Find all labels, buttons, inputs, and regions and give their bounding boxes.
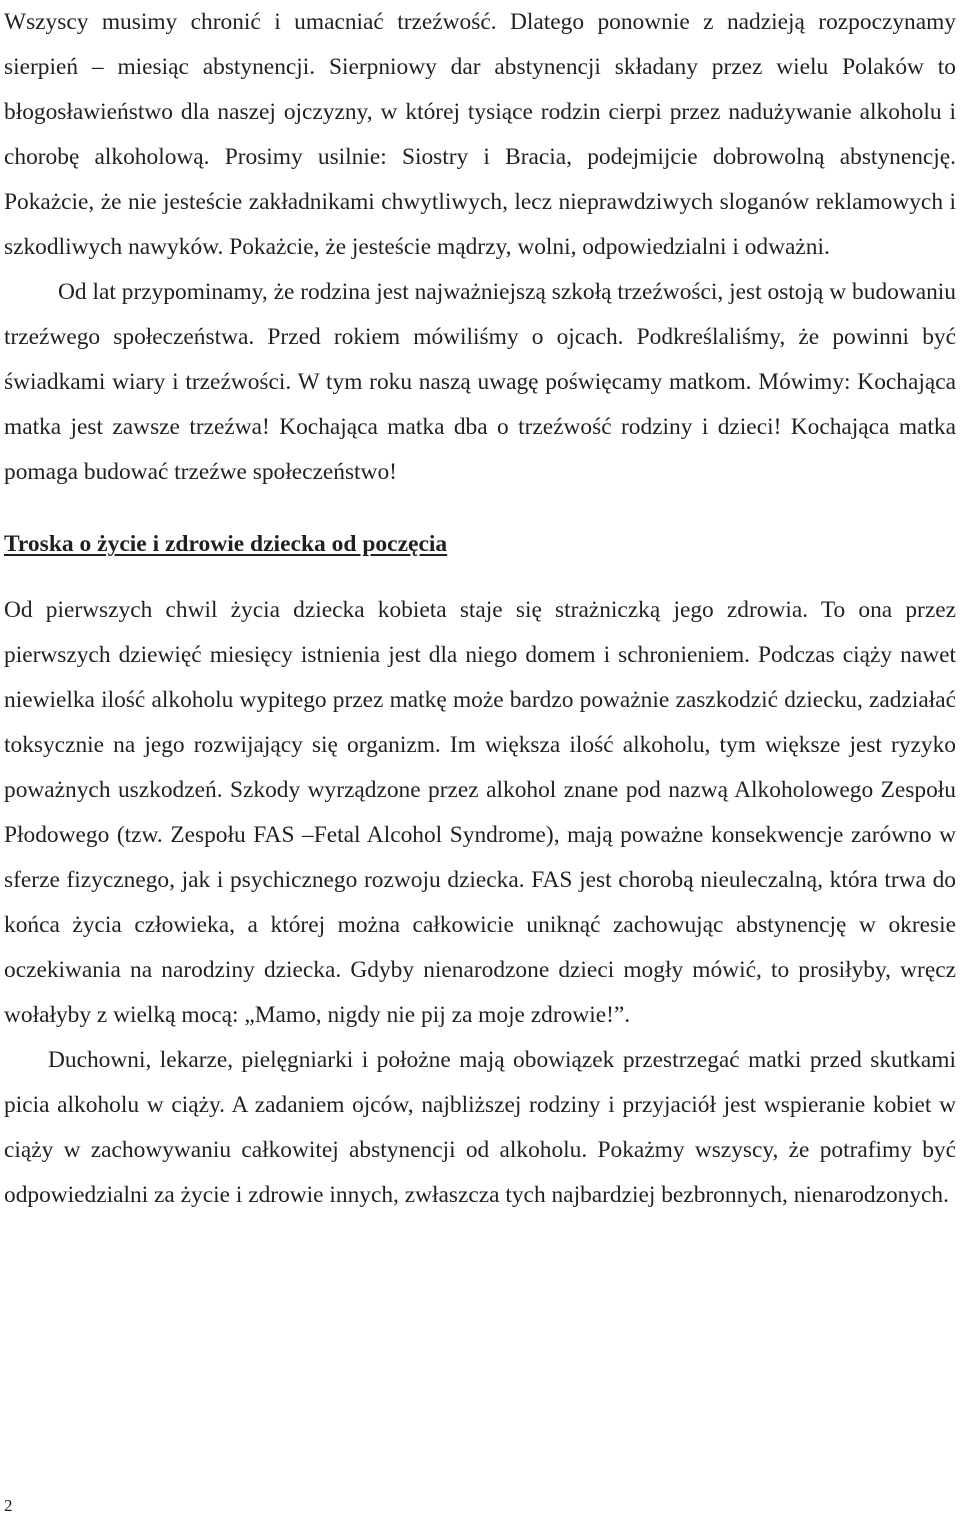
- paragraph-pregnancy: Od pierwszych chwil życia dziecka kobieta staje się strażniczką jego zdrowia. To ona przez pierwszych dziewięć miesięcy istnienia jest dla niego domem i schronieniem. Podczas ciąży nawet niewielka ilość alkoholu wypitego przez matkę może bardzo poważnie zaszkodzić dziecku, zadziałać toksycznie na jego rozwijający się organizm. Im większa ilość alkoholu, tym większe jest ryzyko poważnych uszkodzeń. Szkody wyrządzone przez alkohol znane pod nazwą Alkoholowego Zespołu Płodowego (tzw. Zespołu FAS –Fetal Alcohol Syndrome), mają poważne konsekwencje zarówno w sferze fizycznego, jak i psychicznego rozwoju dziecka. FAS jest chorobą nieuleczalną, która trwa do końca życia człowieka, a której można całkowicie uniknąć zachowując abstynencję w okresie oczekiwania na narodziny dziecka. Gdyby nienarodzone dzieci mogły mówić, to prosiłyby, wręcz wołałyby z wielką mocą: „Mamo, nigdy nie pij za moje zdrowie!”.: [4, 597, 956, 1028]
- document-page: [4, 0, 956, 1218]
- paragraph-family: Od lat przypominamy, że rodzina jest najważniejszą szkołą trzeźwości, jest ostoją w budowaniu trzeźwego społeczeństwa. Przed rokiem mówiliśmy o ojcach. Podkreślaliśmy, że powinni być świadkami wiary i trzeźwości. W tym roku naszą uwagę poświęcamy matkom. Mówimy: Kochająca matka jest zawsze trzeźwa! Kochająca matka dba o trzeźwość rodziny i dzieci! Kochająca matka pomaga budować trzeźwe społeczeństwo!: [4, 279, 956, 485]
- paragraph-intro: Wszyscy musimy chronić i umacniać trzeźwość. Dlatego ponownie z nadzieją rozpoczynamy sierpień – miesiąc abstynencji. Sierpniowy dar abstynencji składany przez wielu Polaków to błogosławieństwo dla naszej ojczyzny, w której tysiące rodzin cierpi przez nadużywanie alkoholu i chorobę alkoholową. Prosimy usilnie: Siostry i Bracia, podejmijcie dobrowolną abstynencję. Pokażcie, że nie jesteście zakładnikami chwytliwych, lecz nieprawdziwych sloganów reklamowych i szkodliwych nawyków. Pokażcie, że jesteście mądrzy, wolni, odpowiedzialni i odważni.: [4, 9, 956, 260]
- page-number: 2: [4, 1496, 13, 1515]
- section-heading: Troska o życie i zdrowie dziecka od poczęcia: [4, 531, 448, 557]
- paragraph-responsibility: Duchowni, lekarze, pielęgniarki i położne mają obowiązek przestrzegać matki przed skutkami picia alkoholu w ciąży. A zadaniem ojców, najbliższej rodziny i przyjaciół jest wspieranie kobiet w ciąży w zachowywaniu całkowitej abstynencji od alkoholu. Pokażmy wszyscy, że potrafimy być odpowiedzialni za życie i zdrowie innych, zwłaszcza tych najbardziej bezbronnych, nienarodzonych.: [4, 1047, 956, 1208]
